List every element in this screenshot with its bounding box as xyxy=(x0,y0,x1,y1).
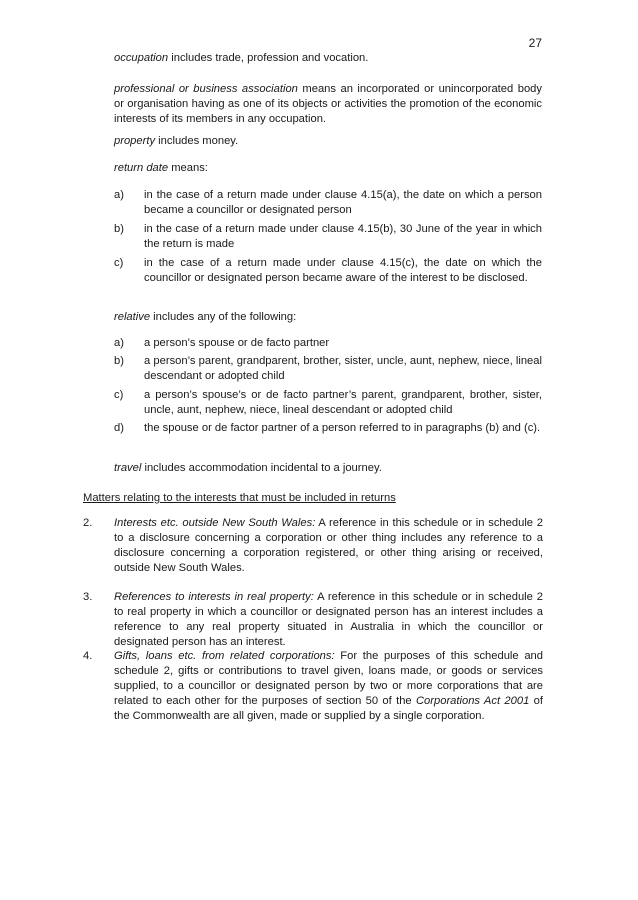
list-item xyxy=(114,222,542,252)
definition-text: means: xyxy=(168,162,208,174)
definition-professional-association xyxy=(114,82,542,127)
definition-occupation xyxy=(114,51,542,66)
list-item xyxy=(114,388,542,418)
list-marker: b) xyxy=(114,355,124,367)
list-marker: c) xyxy=(114,389,124,401)
defined-term: occupation xyxy=(114,52,169,64)
defined-term: travel xyxy=(114,462,142,474)
clause-number: 2. xyxy=(83,517,93,529)
act-name: Corporations Act 2001 xyxy=(415,695,530,707)
list-text: in the case of a return made under clause 4.15(b), 30 June of the year in which the return is made xyxy=(144,223,542,250)
clause-number: 3. xyxy=(83,591,93,603)
definition-property xyxy=(114,134,542,149)
definition-text: includes accommodation incidental to a journey. xyxy=(141,462,382,474)
list-text: the spouse or de factor partner of a person referred to in paragraphs (b) and (c). xyxy=(144,422,541,434)
clause-item xyxy=(83,590,543,650)
list-text: a person’s spouse or de facto partner xyxy=(144,337,330,349)
list-marker: d) xyxy=(114,422,124,434)
definition-text: includes money. xyxy=(155,135,239,147)
clause-title: Interests etc. outside New South Wales: xyxy=(114,517,316,529)
defined-term: relative xyxy=(114,311,151,323)
clause-body: A reference in this schedule or in schedule 2 to a disclosure concerning a corporation or other thing includes any reference to a disclosure concerning a corporation registered, or other thing arising or received, outside New South Wales. xyxy=(114,517,543,574)
clause-text xyxy=(114,516,543,576)
list-marker: a) xyxy=(114,189,124,201)
defined-term: return date xyxy=(114,162,169,174)
definition-relative xyxy=(114,310,542,325)
definition-text: means an incorporated or unincorporated body or organisation having as one of its objects or activities the promotion of the economic interests of its members in any occupation. xyxy=(114,83,542,125)
clause-item xyxy=(83,649,543,724)
definition-return-date xyxy=(114,161,542,176)
list-item xyxy=(114,256,542,286)
list-text: in the case of a return made under clause 4.15(c), the date on which the councillor or designated person became aware of the interest to be disclosed. xyxy=(144,257,542,284)
list-item xyxy=(114,421,542,436)
clause-body-start: For the purposes of this schedule and schedule 2, gifts or contributions to travel given, loans made, or goods or services supplied, to a councillor or designated person by two or more corporations that are related to each other for the purposes of section 50 of the xyxy=(114,650,543,707)
clause-text xyxy=(114,590,543,650)
clause-body-end: of the Commonwealth are all given, made or supplied by a single corporation. xyxy=(114,695,543,722)
list-item xyxy=(114,336,542,351)
list-text: a person’s parent, grandparent, brother, sister, uncle, aunt, nephew, niece, lineal descendant or adopted child xyxy=(144,355,542,382)
page-number: 27 xyxy=(528,36,542,50)
clause-text xyxy=(114,649,543,724)
section-heading: Matters relating to the interests that must be included in returns xyxy=(83,492,396,504)
defined-term: professional or business association xyxy=(114,83,298,95)
defined-term: property xyxy=(114,135,156,147)
list-item xyxy=(114,188,542,218)
definition-text: includes any of the following: xyxy=(150,311,297,323)
clause-title: References to interests in real property: xyxy=(114,591,314,603)
list-item xyxy=(114,354,542,384)
list-text: in the case of a return made under clause 4.15(a), the date on which a person became a councillor or designated person xyxy=(144,189,542,216)
definition-travel xyxy=(114,461,542,476)
list-marker: b) xyxy=(114,223,124,235)
clause-body: A reference in this schedule or in schedule 2 to real property in which a councillor or designated person has an interest includes a reference to any real property situated in Australia in which the councillor or designated person has an interest. xyxy=(114,591,543,648)
list-marker: a) xyxy=(114,337,124,349)
list-marker: c) xyxy=(114,257,124,269)
definition-text: includes trade, profession and vocation. xyxy=(168,52,369,64)
clause-title: Gifts, loans etc. from related corporations: xyxy=(114,650,335,662)
clause-item xyxy=(83,516,543,576)
list-text: a person’s spouse’s or de facto partner’s parent, grandparent, brother, sister, uncle, aunt, nephew, niece, lineal descendant or adopted child xyxy=(144,389,542,416)
clause-number: 4. xyxy=(83,650,93,662)
